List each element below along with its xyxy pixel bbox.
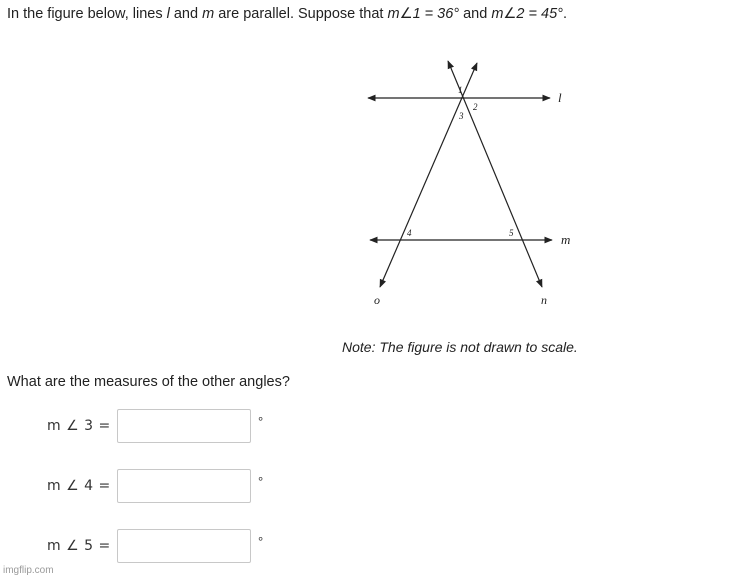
line-l-name: l xyxy=(166,6,170,22)
angle-4-input[interactable] xyxy=(117,469,251,503)
given-angle-2: m∠2 = 45° xyxy=(491,6,563,22)
answer-label-angle-5: m ∠ 5 = xyxy=(47,538,111,554)
angle-label-5: 5 xyxy=(509,228,514,238)
line-label-m: m xyxy=(561,232,571,247)
angle-5-input[interactable] xyxy=(117,529,251,563)
answer-row-angle-4 xyxy=(47,468,263,504)
problem-text-1: In the figure below, lines xyxy=(7,6,167,22)
answer-label-angle-3: m ∠ 3 = xyxy=(47,418,111,434)
degree-symbol: ° xyxy=(258,473,264,489)
line-label-o: o xyxy=(374,293,380,307)
problem-text-4: and xyxy=(459,6,492,22)
angle-label-1: 1 xyxy=(458,85,463,95)
degree-symbol: ° xyxy=(258,413,264,429)
line-m-name: m xyxy=(202,6,215,22)
figure-svg xyxy=(360,55,590,315)
given-angle-1: m∠1 = 36° xyxy=(387,6,460,22)
answer-row-angle-5 xyxy=(47,528,263,564)
problem-text-3: are parallel. Suppose that xyxy=(214,6,388,22)
question-text: What are the measures of the other angles? xyxy=(7,374,290,390)
angle-label-2: 2 xyxy=(473,102,478,112)
problem-text-5: . xyxy=(562,6,567,22)
angle-3-input[interactable] xyxy=(117,409,251,443)
line-label-n: n xyxy=(541,293,547,307)
problem-text-2: and xyxy=(169,6,203,22)
watermark: imgflip.com xyxy=(3,565,54,576)
answer-row-angle-3 xyxy=(47,408,263,444)
angle-label-3: 3 xyxy=(459,111,464,121)
line-label-l: l xyxy=(558,90,562,105)
answer-label-angle-4: m ∠ 4 = xyxy=(47,478,111,494)
degree-symbol: ° xyxy=(258,533,264,549)
angle-label-4: 4 xyxy=(407,228,412,238)
geometry-figure xyxy=(360,55,590,315)
figure-note: Note: The figure is not drawn to scale. xyxy=(342,339,578,355)
problem-statement xyxy=(7,6,567,22)
